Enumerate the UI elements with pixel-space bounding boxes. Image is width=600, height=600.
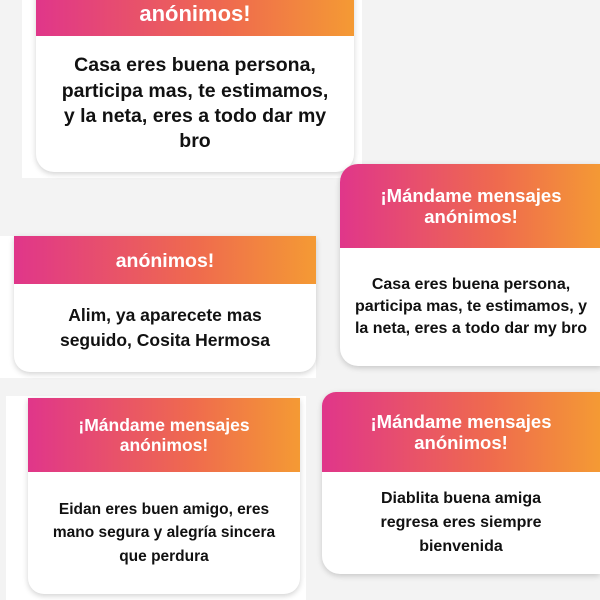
message-card-4	[28, 398, 300, 594]
card-header-3	[14, 236, 316, 284]
card-message-5	[322, 472, 600, 574]
card-message-4	[28, 472, 300, 594]
card-header-5	[322, 392, 600, 472]
message-card-1	[36, 0, 354, 172]
card-message-text: Diablita buena amiga regresa eres siempre bienvenida	[380, 490, 542, 555]
card-header-text: anónimos!	[115, 249, 215, 272]
card-header-text: anónimos!	[139, 0, 251, 26]
card-message-1	[36, 36, 354, 172]
message-card-2	[340, 164, 600, 366]
card-message-text: Alim, ya aparecete mas seguido, Cosita Hermosa	[59, 304, 271, 350]
card-message-text: Casa eres buena persona, participa mas, te estimamos, y la neta, eres a todo dar my bro	[354, 275, 588, 338]
card-header-text: ¡Mándame mensajes anónimos!	[370, 410, 552, 453]
card-message-2	[340, 248, 600, 366]
card-message-3	[14, 284, 316, 372]
card-header-text: ¡Mándame mensajes anónimos!	[380, 184, 562, 227]
card-message-text: Eidan eres buen amigo, eres mano segura y alegría sincera que perdura	[52, 501, 276, 565]
card-header-2	[340, 164, 600, 248]
message-card-5	[322, 392, 600, 574]
card-header-1	[36, 0, 354, 36]
message-card-3	[14, 236, 316, 372]
card-header-text: ¡Mándame mensajes anónimos!	[78, 414, 250, 455]
card-message-text: Casa eres buena persona, participa mas, te estimamos, y la neta, eres a todo dar my bro	[61, 54, 329, 153]
card-header-4	[28, 398, 300, 472]
